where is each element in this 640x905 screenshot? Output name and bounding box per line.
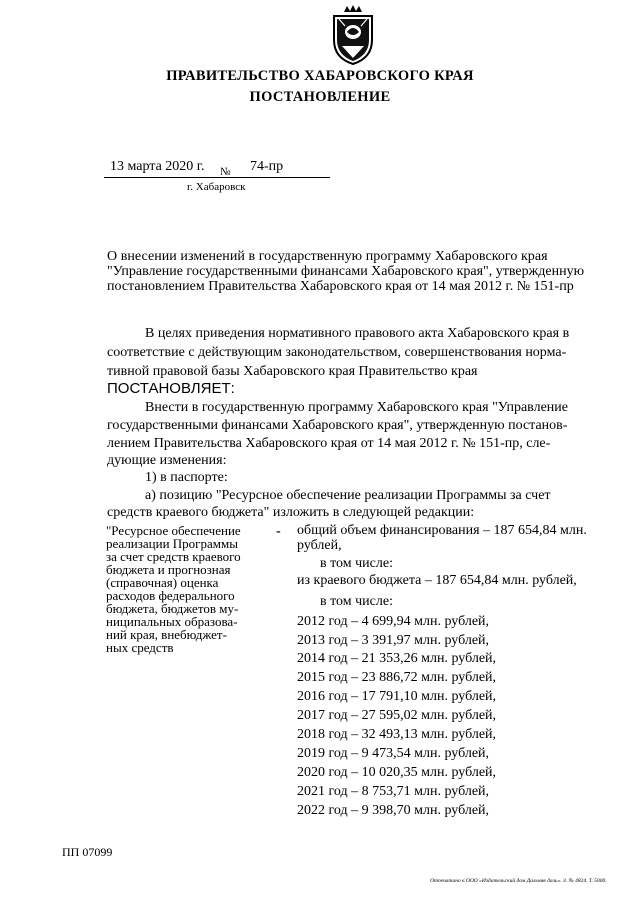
subitem-a-line: а) позицию "Ресурсное обеспечение реализации Программы за счет (145, 488, 551, 503)
subject-line: "Управление государственными финансами Хабаровского края", утвержденную (107, 264, 585, 279)
item-line: Внести в государственную программу Хабаровского края "Управление (145, 400, 569, 415)
left-cell-line: ных средств (106, 640, 174, 655)
item-line: дующие изменения: (107, 453, 227, 468)
year-funding-line: 2017 год – 27 595,02 млн. рублей, (297, 708, 497, 723)
subject-line: постановлением Правительства Хабаровского края от 14 мая 2012 г. № 151-пр (107, 279, 574, 294)
year-funding-line: 2015 год – 23 886,72 млн. рублей, (297, 670, 497, 685)
left-cell-line: бюджета и прогнозная (106, 562, 231, 577)
item-line: государственными финансами Хабаровского края", утвержденную постанов- (107, 418, 568, 433)
year-funding-line: 2020 год – 10 020,35 млн. рублей, (297, 765, 497, 780)
year-funding-line: 2019 год – 9 473,54 млн. рублей, (297, 746, 490, 761)
intro-line: тивной правовой базы Хабаровского края Правительство края (107, 364, 478, 379)
printer-note: Отпечатано в ООО «Издательский дом Дальняя даль». З. № 4824. Т. 5000. (430, 878, 607, 884)
decree-heading: ПОСТАНОВЛЯЕТ: (107, 380, 235, 397)
government-title: ПРАВИТЕЛЬСТВО ХАБАРОВСКОГО КРАЯ (166, 68, 474, 84)
table-dash: - (276, 524, 281, 539)
intro-line: соответствие с действующим законодательством, совершенствования норма- (107, 345, 567, 360)
document-type: ПОСТАНОВЛЕНИЕ (249, 89, 391, 105)
left-cell-line: за счет средств краевого (106, 549, 241, 564)
total-funding-line: общий объем финансирования – 187 654,84 млн. (297, 523, 587, 538)
left-cell-line: расходов федерального (106, 588, 235, 603)
left-cell-line: (справочная) оценка (106, 575, 219, 590)
document-code: ПП 07099 (62, 845, 113, 859)
coat-of-arms-emblem (330, 4, 376, 66)
year-funding-line: 2018 год – 32 493,13 млн. рублей, (297, 727, 497, 742)
year-funding-line: 2016 год – 17 791,10 млн. рублей, (297, 689, 497, 704)
year-funding-line: 2022 год – 9 398,70 млн. рублей, (297, 803, 490, 818)
subject-line: О внесении изменений в государственную программу Хабаровского края (107, 249, 548, 264)
including-label: в том числе: (320, 594, 393, 609)
total-funding-line: рублей, (297, 538, 342, 553)
document-date: 13 марта 2020 г. (110, 159, 205, 174)
left-cell-line: бюджета, бюджетов му- (106, 601, 239, 616)
left-cell-line: реализации Программы (106, 536, 238, 551)
year-funding-line: 2014 год – 21 353,26 млн. рублей, (297, 651, 497, 666)
date-number-underline (104, 177, 330, 178)
year-funding-line: 2021 год – 8 753,71 млн. рублей, (297, 784, 490, 799)
document-number: 74-пр (250, 159, 284, 174)
regional-budget-line: из краевого бюджета – 187 654,84 млн. рублей, (297, 573, 577, 588)
item-line: лением Правительства Хабаровского края от 14 мая 2012 г. № 151-пр, сле- (107, 436, 551, 451)
left-cell-line: ний края, внебюджет- (106, 627, 227, 642)
number-label: № (220, 166, 231, 178)
subitem-a-line: средств краевого бюджета" изложить в следующей редакции: (107, 505, 475, 520)
intro-line: В целях приведения нормативного правового акта Хабаровского края в (145, 326, 570, 341)
left-cell-line: "Ресурсное обеспечение (106, 523, 241, 538)
including-label: в том числе: (320, 556, 393, 571)
year-funding-line: 2013 год – 3 391,97 млн. рублей, (297, 633, 490, 648)
table-left-cell (106, 524, 286, 654)
document-city: г. Хабаровск (187, 181, 246, 193)
year-funding-line: 2012 год – 4 699,94 млн. рублей, (297, 614, 490, 629)
subitem-1: 1) в паспорте: (145, 470, 228, 485)
left-cell-line: ниципальных образова- (106, 614, 238, 629)
